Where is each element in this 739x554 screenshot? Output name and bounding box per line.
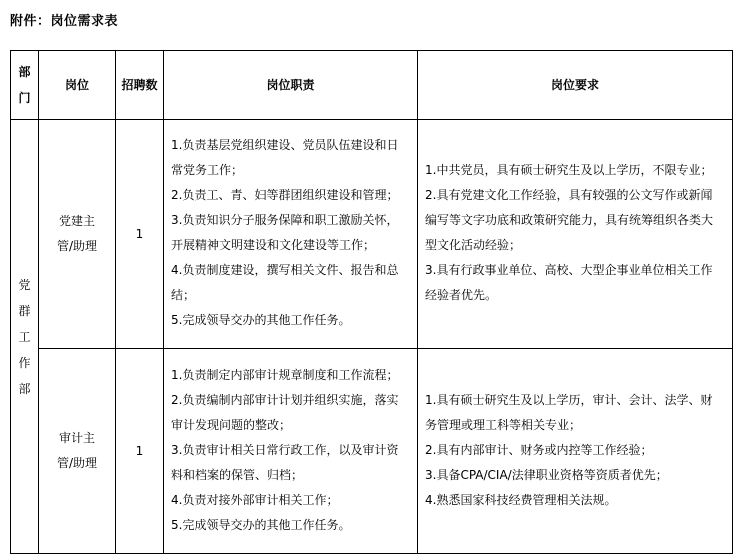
headcount-cell: 1 (116, 349, 164, 554)
requirement-line: 经验者优先。 (425, 288, 498, 302)
position-name: 审计主 (58, 431, 95, 445)
position-cell (39, 120, 116, 349)
table-row (11, 120, 733, 349)
header-position: 岗位 (39, 51, 116, 120)
duty-line: 2.负责工、青、妇等群团组织建设和管理； (171, 188, 399, 202)
department-char: 群 (18, 303, 31, 318)
requirements-cell (418, 120, 733, 349)
duty-line: 4.负责制度建设，撰写相关文件、报告和总 (171, 263, 399, 277)
position-name: 党建主 (58, 214, 95, 228)
duty-line: 3.负责知识分子服务保障和职工激励关怀， (171, 213, 399, 227)
requirement-line: 2.具有党建文化工作经验，具有较强的公文写作或新闻 (425, 188, 713, 202)
duty-line: 2.负责编制内部审计计划并组织实施，落实 (171, 392, 399, 407)
requirements-cell (418, 349, 733, 554)
requirement-line: 型文化活动经验； (425, 238, 522, 252)
department-label (11, 272, 38, 402)
position-name: 管/助理 (56, 239, 98, 253)
header-requirements: 岗位要求 (418, 51, 733, 120)
duty-line: 1.负责制定内部审计规章制度和工作流程； (171, 367, 399, 382)
duty-line: 常党务工作； (171, 163, 244, 177)
requirement-line: 3.具备CPA/CIA/法律职业资格等资质者优先； (425, 467, 668, 482)
table-row (11, 349, 733, 554)
requirement-line: 1.中共党员，具有硕士研究生及以上学历，不限专业； (425, 163, 713, 177)
position-name: 管/助理 (56, 456, 98, 470)
requirement-line: 2.具有内部审计、财务或内控等工作经验； (425, 442, 653, 457)
duty-line: 4.负责对接外部审计相关工作； (171, 492, 339, 507)
header-dept-label (11, 59, 38, 111)
requirement-line: 务管理或理工科等相关专业； (425, 417, 582, 432)
duty-line: 3.负责审计相关日常行政工作，以及审计资 (171, 442, 399, 457)
header-dept (11, 51, 39, 120)
headcount-cell: 1 (116, 120, 164, 349)
duty-line: 5.完成领导交办的其他工作任务。 (171, 313, 351, 327)
header-duties: 岗位职责 (164, 51, 418, 120)
duties-cell (164, 120, 418, 349)
department-char: 党 (18, 277, 31, 292)
table-header-row (11, 51, 733, 120)
requirement-line: 3.具有行政事业单位、高校、大型企事业单位相关工作 (425, 263, 713, 277)
duties-cell (164, 349, 418, 554)
requirement-line: 1.具有硕士研究生及以上学历，审计、会计、法学、财 (425, 392, 713, 407)
duty-line: 开展精神文明建设和文化建设等工作； (171, 238, 376, 252)
position-cell (39, 349, 116, 554)
duty-line: 1.负责基层党组织建设、党员队伍建设和日 (171, 138, 399, 152)
department-cell (11, 120, 39, 554)
header-dept-char: 部 (18, 65, 31, 79)
header-count: 招聘数 (116, 51, 164, 120)
department-char: 部 (18, 381, 31, 396)
requirement-line: 编写等文字功底和政策研究能力，具有统筹组织各类大 (425, 213, 714, 227)
position-requirements-table (10, 50, 733, 554)
duty-line: 审计发现问题的整改； (171, 417, 292, 432)
department-char: 工 (18, 329, 31, 344)
duty-line: 料和档案的保管、归档； (171, 467, 304, 482)
duty-line: 5.完成领导交办的其他工作任务。 (171, 517, 351, 532)
header-dept-char: 门 (18, 91, 31, 105)
page-title: 附件：岗位需求表 (10, 14, 119, 29)
department-char: 作 (18, 355, 31, 370)
requirement-line: 4.熟悉国家科技经费管理相关法规。 (425, 492, 617, 507)
duty-line: 结； (171, 288, 196, 302)
